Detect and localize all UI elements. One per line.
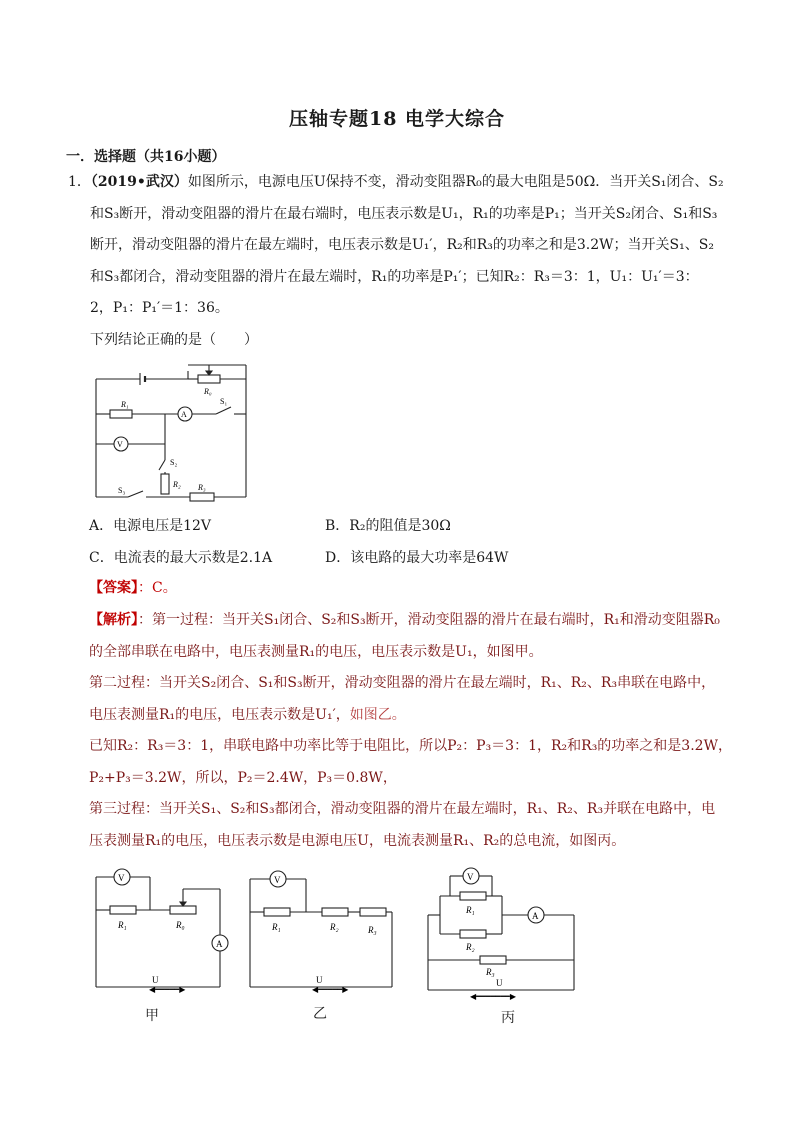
option-b: B．R₂的阻值是30Ω xyxy=(325,518,451,534)
answer-value: ：C。 xyxy=(138,580,177,596)
ammeter-symbol: A xyxy=(216,939,223,949)
option-d: D．该电路的最大功率是64W xyxy=(325,550,509,566)
label-r3: R₃ xyxy=(368,925,377,935)
ammeter-symbol: A xyxy=(181,410,187,419)
label-r3: R₃ xyxy=(198,483,206,492)
analysis-line: 第二过程：当开关S₂闭合、S₁和S₃断开，滑动变阻器的滑片在最左端时，R₁、R₂、R₃串联在电路中， xyxy=(89,675,716,691)
question-line: 和S₃都闭合，滑动变阻器的滑片在最左端时，R₁的功率是P₁′；已知R₂：R₃＝3：1，U₁：U₁′＝3： xyxy=(90,268,699,285)
analysis-line: P₂+P₃＝3.2W，所以，P₂＝2.4W，P₃＝0.8W， xyxy=(89,769,397,786)
caption-bing: 丙 xyxy=(501,1010,515,1026)
option-c: C．电流表的最大示数是2.1A xyxy=(89,550,273,566)
arrow-u: ◀━━━━━━━▶ xyxy=(470,992,517,1001)
voltmeter-symbol: V xyxy=(117,440,123,449)
label-u: U xyxy=(152,975,159,985)
main-circuit-diagram xyxy=(88,362,258,502)
label-u: U xyxy=(316,975,323,985)
question-line: 2，P₁：P₁′＝1：36。 xyxy=(90,300,229,316)
arrow-u: ◀━━━━━▶ xyxy=(312,985,349,994)
label-r1: R₁ xyxy=(272,922,281,932)
label-s2: S₂ xyxy=(170,458,178,467)
answer-block xyxy=(89,573,739,605)
analysis-line: 电压表测量R₁的电压，电压表示数是U₁′， xyxy=(89,706,350,723)
caption-jia: 甲 xyxy=(145,1008,159,1024)
label-r3: R₃ xyxy=(486,967,495,977)
voltmeter-symbol: V xyxy=(118,873,125,883)
analysis-line: 的全部串联在电路中，电压表测量R₁的电压，电压表示数是U₁，如图甲。 xyxy=(89,643,543,660)
question-line: 断开，滑动变阻器的滑片在最左端时，电压表示数是U₁′，R₂和R₃的功率之和是3.2W；当开关S₁、S₂ xyxy=(90,237,714,253)
voltmeter-symbol: V xyxy=(274,875,281,885)
voltmeter-symbol: V xyxy=(467,872,474,882)
label-s1: S₁ xyxy=(220,397,228,406)
label-r1: R₁ xyxy=(121,400,129,409)
arrow-u: ◀━━━━━▶ xyxy=(149,985,186,994)
question-prompt: 下列结论正确的是（ ） xyxy=(90,331,258,348)
section-heading: 一．选择题（共16小题） xyxy=(66,149,226,165)
question-source: （2019•武汉） xyxy=(90,174,188,190)
label-r2: R₂ xyxy=(330,922,339,932)
caption-yi: 乙 xyxy=(313,1006,327,1022)
analysis-line: 如图乙。 xyxy=(349,706,406,723)
page-title: 压轴专题18 电学大综合 xyxy=(288,108,506,130)
label-s3: S₃ xyxy=(118,486,126,495)
label-u: U xyxy=(496,978,503,988)
label-r1: R₁ xyxy=(466,905,475,915)
circuit-diagram-bing xyxy=(420,858,582,1003)
label-r2: R₂ xyxy=(173,480,181,489)
question-block xyxy=(68,167,728,356)
circuit-diagram-yi xyxy=(242,865,402,1000)
analysis-label: 【解析】 xyxy=(89,612,138,628)
circuit-diagram-jia xyxy=(88,865,238,1000)
ammeter-symbol: A xyxy=(532,911,539,921)
analysis-line: ：第一过程：当开关S₁闭合、S₂和S₃断开，滑动变阻器的滑片在最右端时，R₁和滑动变阻器R₀ xyxy=(138,612,720,628)
question-line: 和S₃断开，滑动变阻器的滑片在最右端时，电压表示数是U₁，R₁的功率是P₁；当开关S₂闭合、S₁和S₃ xyxy=(90,205,718,222)
question-number: 1． xyxy=(68,174,91,190)
label-r1: R₁ xyxy=(118,920,127,930)
label-r0: R₀ xyxy=(176,920,185,930)
question-line: 如图所示，电源电压U保持不变，滑动变阻器R₀的最大电阻是50Ω．当开关S₁闭合、S₂ xyxy=(187,174,724,190)
answer-label: 【答案】 xyxy=(89,580,138,596)
label-r0: R₀ xyxy=(204,387,212,396)
analysis-line: 压表测量R₁的电压，电压表示数是电源电压U，电流表测量R₁、R₂的总电流，如图丙。 xyxy=(89,832,626,849)
analysis-line: 第三过程：当开关S₁、S₂和S₃都闭合，滑动变阻器的滑片在最左端时，R₁、R₂、R₃并联在电路中，电 xyxy=(89,801,716,817)
analysis-block xyxy=(89,605,739,857)
analysis-line: 已知R₂：R₃＝3：1，串联电路中功率比等于电阻比，所以P₂：P₃＝3：1，R₂和R₃的功率之和是3.2W， xyxy=(89,738,732,754)
label-r2: R₂ xyxy=(466,942,475,952)
option-a: A．电源电压是12V xyxy=(89,518,212,534)
